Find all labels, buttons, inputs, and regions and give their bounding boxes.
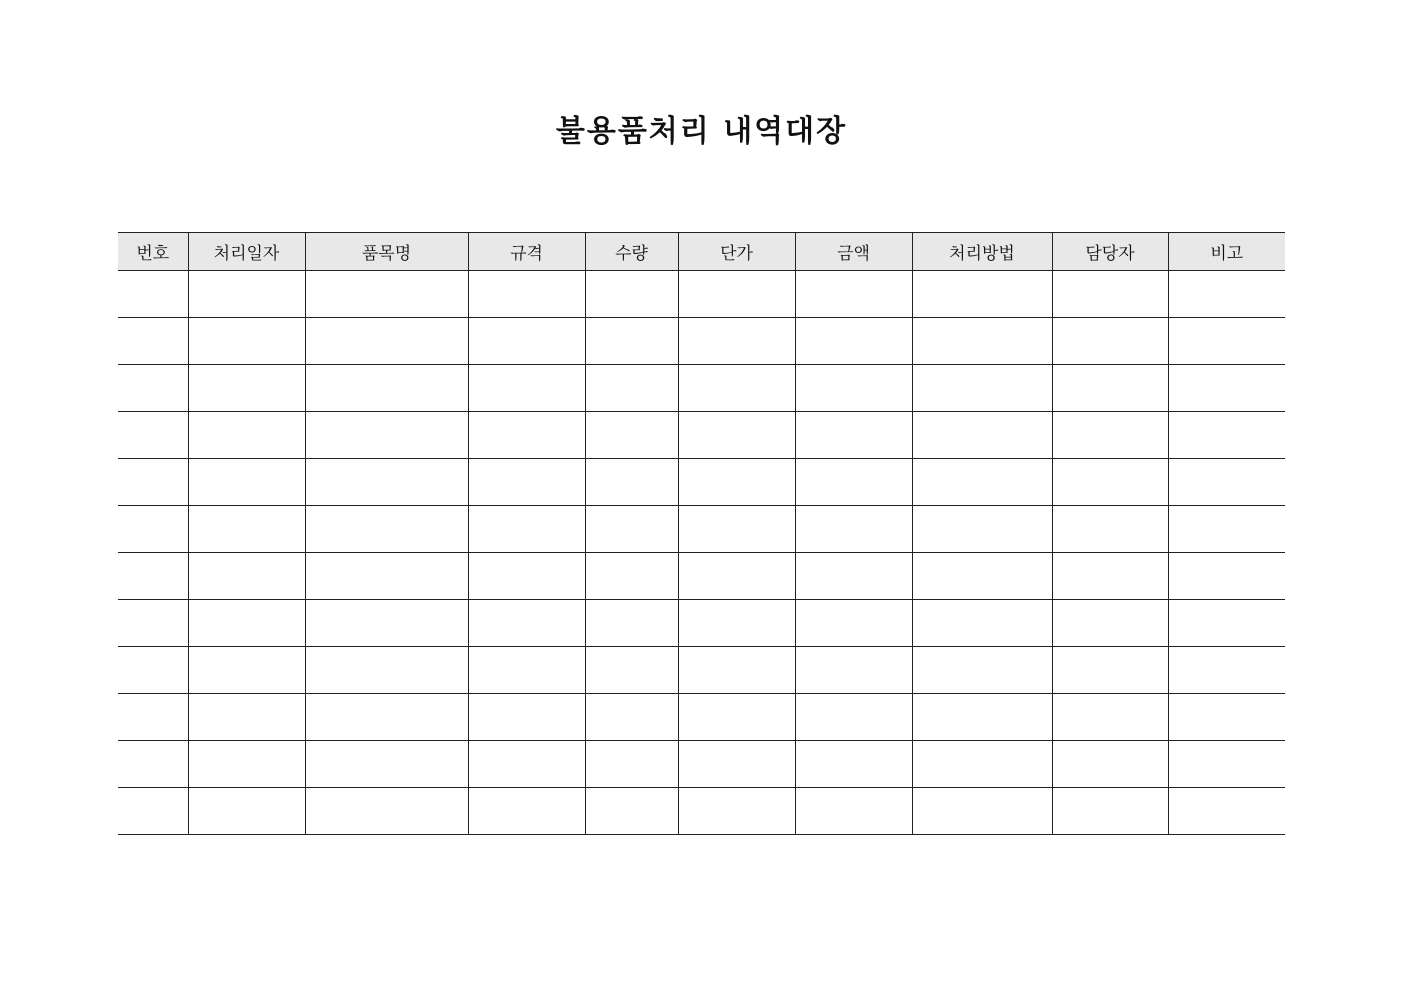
table-row xyxy=(118,553,1285,600)
table-row xyxy=(118,788,1285,835)
table-cell[interactable] xyxy=(118,506,188,553)
table-row xyxy=(118,647,1285,694)
table-cell[interactable] xyxy=(305,788,468,835)
column-header-unit-price: 단가 xyxy=(678,233,795,271)
table-cell[interactable] xyxy=(912,600,1052,647)
table-cell[interactable] xyxy=(678,741,795,788)
table-cell[interactable] xyxy=(1052,553,1168,600)
table-cell[interactable] xyxy=(118,412,188,459)
table-cell[interactable] xyxy=(305,365,468,412)
table-cell[interactable] xyxy=(795,506,912,553)
table-cell[interactable] xyxy=(912,318,1052,365)
table-cell[interactable] xyxy=(118,741,188,788)
table-cell[interactable] xyxy=(678,365,795,412)
table-cell[interactable] xyxy=(585,506,678,553)
table-cell[interactable] xyxy=(118,459,188,506)
table-cell[interactable] xyxy=(912,788,1052,835)
table-cell[interactable] xyxy=(188,647,305,694)
table-body xyxy=(118,271,1285,835)
table-cell[interactable] xyxy=(1168,788,1285,835)
table-cell[interactable] xyxy=(305,741,468,788)
table-cell[interactable] xyxy=(468,506,585,553)
table-cell[interactable] xyxy=(678,553,795,600)
table-cell[interactable] xyxy=(678,600,795,647)
table-cell[interactable] xyxy=(468,647,585,694)
table-row xyxy=(118,412,1285,459)
column-header-spec: 규격 xyxy=(468,233,585,271)
column-header-item-name: 품목명 xyxy=(305,233,468,271)
table-cell[interactable] xyxy=(1052,318,1168,365)
table-cell[interactable] xyxy=(678,271,795,318)
table-cell[interactable] xyxy=(912,459,1052,506)
table-cell[interactable] xyxy=(305,553,468,600)
column-header-remarks: 비고 xyxy=(1168,233,1285,271)
table-cell[interactable] xyxy=(912,506,1052,553)
table-cell[interactable] xyxy=(585,271,678,318)
table-cell[interactable] xyxy=(188,271,305,318)
table-cell[interactable] xyxy=(585,459,678,506)
column-header-manager: 담당자 xyxy=(1052,233,1168,271)
table-cell[interactable] xyxy=(1052,694,1168,741)
table-cell[interactable] xyxy=(585,741,678,788)
table-row xyxy=(118,459,1285,506)
table-cell[interactable] xyxy=(468,694,585,741)
table-cell[interactable] xyxy=(468,318,585,365)
table-cell[interactable] xyxy=(118,318,188,365)
table-cell[interactable] xyxy=(1168,365,1285,412)
table-cell[interactable] xyxy=(1168,459,1285,506)
table-cell[interactable] xyxy=(795,600,912,647)
table-cell[interactable] xyxy=(678,318,795,365)
table-cell[interactable] xyxy=(1168,318,1285,365)
table-cell[interactable] xyxy=(188,506,305,553)
table-row xyxy=(118,318,1285,365)
table-cell[interactable] xyxy=(305,412,468,459)
table-cell[interactable] xyxy=(188,365,305,412)
table-cell[interactable] xyxy=(188,412,305,459)
table-cell[interactable] xyxy=(795,318,912,365)
table-cell[interactable] xyxy=(585,694,678,741)
table-cell[interactable] xyxy=(118,694,188,741)
table-cell[interactable] xyxy=(912,553,1052,600)
table-cell[interactable] xyxy=(1168,553,1285,600)
table-cell[interactable] xyxy=(188,318,305,365)
table-cell[interactable] xyxy=(1052,600,1168,647)
column-header-method: 처리방법 xyxy=(912,233,1052,271)
table-cell[interactable] xyxy=(912,647,1052,694)
table-cell[interactable] xyxy=(305,271,468,318)
column-header-amount: 금액 xyxy=(795,233,912,271)
table-row xyxy=(118,741,1285,788)
table-cell[interactable] xyxy=(585,647,678,694)
table-cell[interactable] xyxy=(305,318,468,365)
table-cell[interactable] xyxy=(912,271,1052,318)
table-cell[interactable] xyxy=(1052,788,1168,835)
table-cell[interactable] xyxy=(1052,647,1168,694)
table-cell[interactable] xyxy=(678,647,795,694)
table-cell[interactable] xyxy=(468,600,585,647)
table-cell[interactable] xyxy=(1052,412,1168,459)
table-cell[interactable] xyxy=(188,788,305,835)
table-cell[interactable] xyxy=(678,459,795,506)
column-header-quantity: 수량 xyxy=(585,233,678,271)
table-cell[interactable] xyxy=(795,459,912,506)
table-cell[interactable] xyxy=(118,553,188,600)
table-cell[interactable] xyxy=(1052,365,1168,412)
table-cell[interactable] xyxy=(912,741,1052,788)
table-row xyxy=(118,694,1285,741)
table-cell[interactable] xyxy=(1168,600,1285,647)
table-cell[interactable] xyxy=(1168,647,1285,694)
table-cell[interactable] xyxy=(188,600,305,647)
disposal-ledger-table xyxy=(118,232,1285,835)
table-cell[interactable] xyxy=(305,506,468,553)
table-cell[interactable] xyxy=(795,412,912,459)
table-cell[interactable] xyxy=(468,412,585,459)
table-row xyxy=(118,506,1285,553)
table-cell[interactable] xyxy=(678,412,795,459)
table-cell[interactable] xyxy=(1052,271,1168,318)
table-cell[interactable] xyxy=(118,365,188,412)
table-cell[interactable] xyxy=(188,459,305,506)
table-cell[interactable] xyxy=(468,741,585,788)
table-cell[interactable] xyxy=(585,412,678,459)
header-row xyxy=(118,233,1285,271)
table-cell[interactable] xyxy=(118,788,188,835)
table-cell[interactable] xyxy=(1168,271,1285,318)
table-cell[interactable] xyxy=(912,412,1052,459)
table-cell[interactable] xyxy=(118,271,188,318)
table-cell[interactable] xyxy=(795,271,912,318)
table-cell[interactable] xyxy=(678,788,795,835)
table-cell[interactable] xyxy=(1052,741,1168,788)
table-cell[interactable] xyxy=(795,741,912,788)
table-cell[interactable] xyxy=(468,365,585,412)
table-cell[interactable] xyxy=(585,600,678,647)
table-row xyxy=(118,600,1285,647)
table-cell[interactable] xyxy=(585,365,678,412)
table-cell[interactable] xyxy=(795,553,912,600)
table-cell[interactable] xyxy=(1168,412,1285,459)
table-cell[interactable] xyxy=(188,741,305,788)
table-cell[interactable] xyxy=(305,600,468,647)
table-cell[interactable] xyxy=(188,553,305,600)
table-cell[interactable] xyxy=(585,318,678,365)
column-header-date: 처리일자 xyxy=(188,233,305,271)
table-cell[interactable] xyxy=(305,694,468,741)
table-cell[interactable] xyxy=(468,459,585,506)
table-cell[interactable] xyxy=(585,553,678,600)
table-cell[interactable] xyxy=(1168,741,1285,788)
table-cell[interactable] xyxy=(305,459,468,506)
column-header-number: 번호 xyxy=(118,233,188,271)
table-row xyxy=(118,271,1285,318)
table-cell[interactable] xyxy=(118,600,188,647)
page-title: 불용품처리 내역대장 xyxy=(555,114,848,149)
table-cell[interactable] xyxy=(118,647,188,694)
table-cell[interactable] xyxy=(468,788,585,835)
table-cell[interactable] xyxy=(795,694,912,741)
table-cell[interactable] xyxy=(795,365,912,412)
table-cell[interactable] xyxy=(1052,506,1168,553)
table-cell[interactable] xyxy=(912,694,1052,741)
table-cell[interactable] xyxy=(468,271,585,318)
table-cell[interactable] xyxy=(1052,459,1168,506)
table-row xyxy=(118,365,1285,412)
table-cell[interactable] xyxy=(795,788,912,835)
table-cell[interactable] xyxy=(305,647,468,694)
table-cell[interactable] xyxy=(912,365,1052,412)
table-cell[interactable] xyxy=(468,553,585,600)
table-cell[interactable] xyxy=(678,694,795,741)
table-cell[interactable] xyxy=(1168,506,1285,553)
table-cell[interactable] xyxy=(188,694,305,741)
table-cell[interactable] xyxy=(678,506,795,553)
table-cell[interactable] xyxy=(585,788,678,835)
table-cell[interactable] xyxy=(1168,694,1285,741)
table-cell[interactable] xyxy=(795,647,912,694)
